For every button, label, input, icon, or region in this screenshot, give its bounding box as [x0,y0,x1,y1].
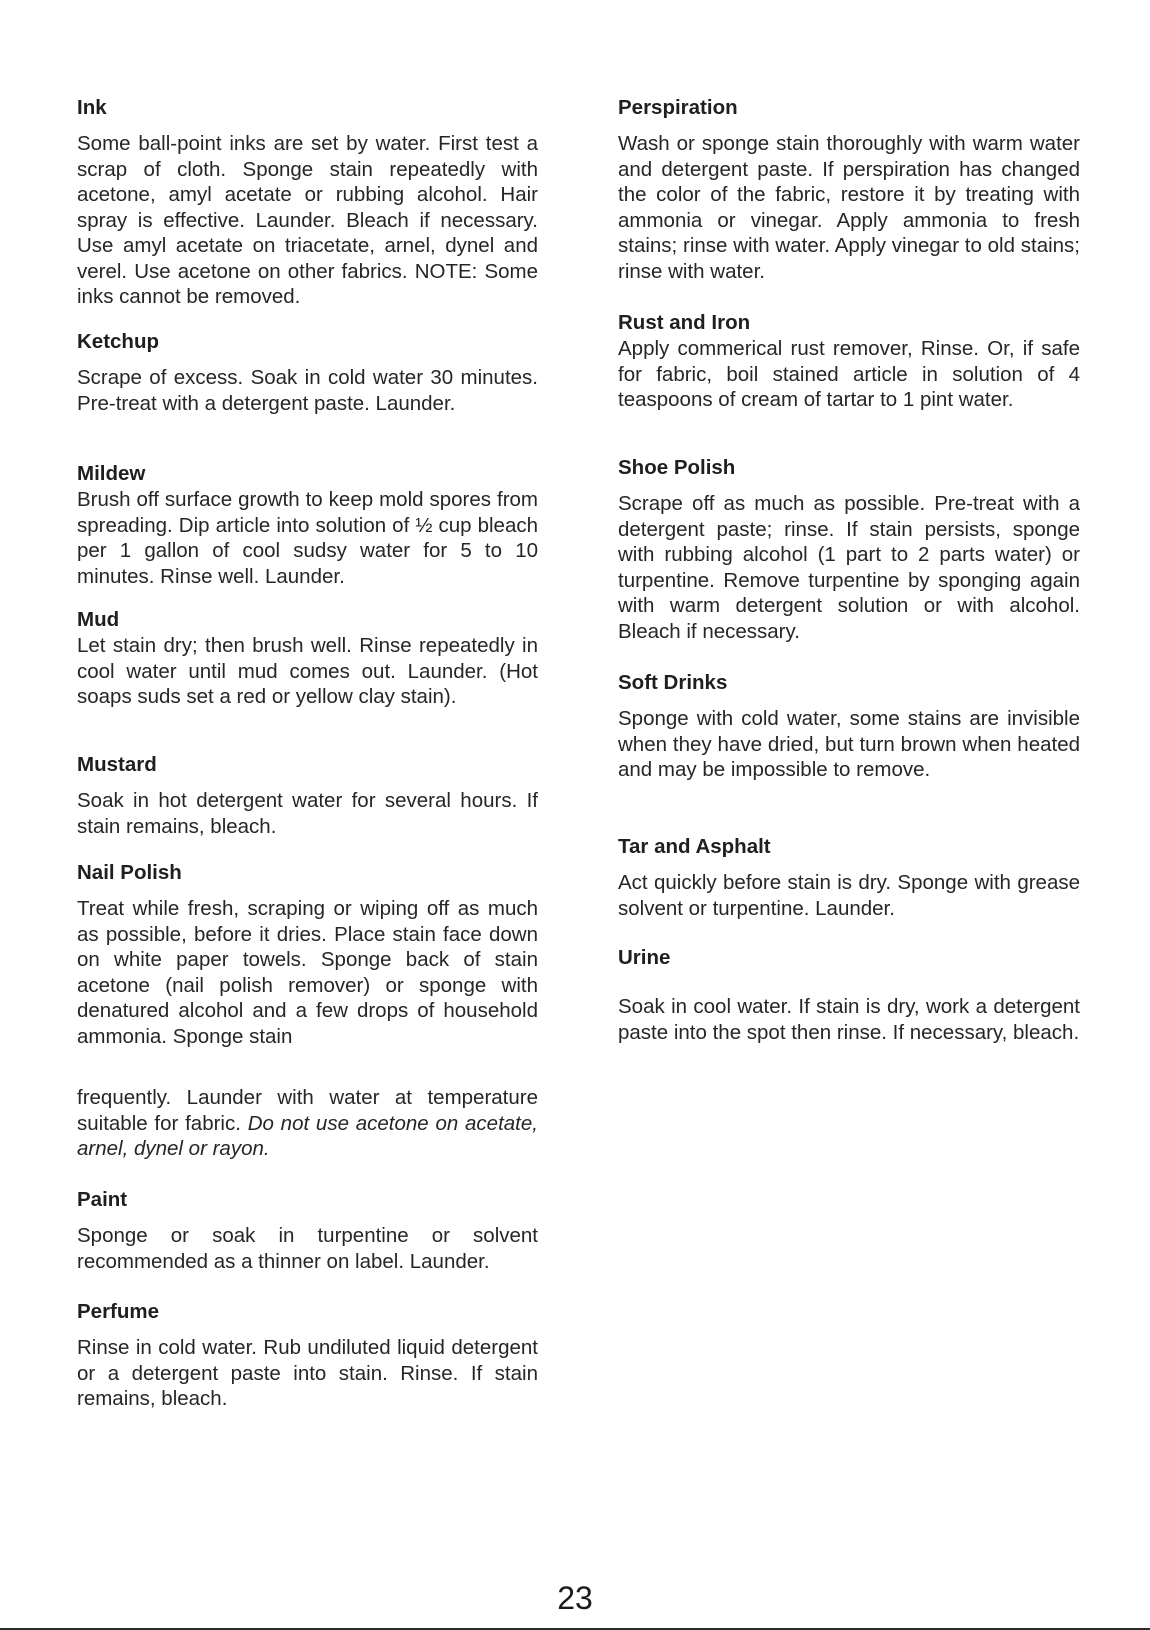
section-body: Brush off surface growth to keep mold spores from spreading. Dip article into solution of ½ cup bleach per 1 gallon of cool sudsy water for 5 to 10 minutes. Rinse well. Launder. [77,488,538,588]
section-title: Nail Polish [77,861,182,884]
section-body: Scrape of excess. Soak in cold water 30 minutes. Pre-treat with a detergent paste. Launder. [77,366,538,415]
section-body: Wash or sponge stain thoroughly with warm water and detergent paste. If perspiration has changed the color of the fabric, restore it by treating with ammonia or vinegar. Apply ammonia to fresh stains; rinse with water. Apply vinegar to old stains; rinse with water. [618,132,1080,283]
section-mildew [77,461,538,589]
section-title: Urine [618,946,671,969]
section-title: Ketchup [77,330,159,353]
section-shoe-polish [618,455,1080,644]
section-body: Some ball-point inks are set by water. First test a scrap of cloth. Sponge stain repeatedly with acetone, amyl acetate or rubbing alcohol. Hair spray is effective. Launder. Bleach if necessary. Use amyl acetate on triacetate, arnel, dynel and verel. Use acetone on other fabrics. NOTE: Some inks cannot be removed. [77,132,538,308]
section-body: Rinse in cold water. Rub undiluted liquid detergent or a detergent paste into stain. Rinse. If stain remains, bleach. [77,1336,538,1410]
section-title: Tar and Asphalt [618,835,771,858]
section-title: Perfume [77,1300,160,1323]
section-title: Mildew [77,462,146,485]
section-urine [618,945,1080,1045]
section-body-continued [77,1085,538,1162]
section-title: Paint [77,1188,128,1211]
section-ink [77,95,538,310]
section-paint [77,1187,538,1274]
body-italic-note: Do not use acetone on acetate, arnel, dynel or rayon. [77,1111,538,1160]
section-title: Shoe Polish [618,456,736,479]
section-soft-drinks [618,670,1080,783]
section-title: Ink [77,96,107,119]
section-ketchup [77,329,538,416]
section-title: Perspiration [618,96,738,119]
section-perspiration [618,95,1080,284]
section-nail-polish [77,860,538,1049]
section-body: Sponge with cold water, some stains are invisible when they have dried, but turn brown when heated and may be impossible to remove. [618,707,1080,781]
section-title: Rust and Iron [618,311,751,334]
section-rust-and-iron [618,310,1080,413]
section-body: Soak in hot detergent water for several hours. If stain remains, bleach. [77,789,538,838]
section-tar-and-asphalt [618,834,1080,921]
section-title: Mustard [77,753,157,776]
section-body: Soak in cool water. If stain is dry, work a detergent paste into the spot then rinse. If necessary, bleach. [618,995,1080,1044]
section-body: Scrape off as much as possible. Pre-treat with a detergent paste; rinse. If stain persists, sponge with rubbing alcohol (1 part to 2 parts water) or turpentine. Remove turpentine by sponging again with warm detergent solution or with alcohol. Bleach if necessary. [618,492,1080,643]
section-body: Apply commerical rust remover, Rinse. Or, if safe for fabric, boil stained article in solution of 4 teaspoons of cream of tartar to 1 pint water. [618,337,1080,411]
section-body: Sponge or soak in turpentine or solvent recommended as a thinner on label. Launder. [77,1224,538,1273]
section-nail-polish-continued [77,1085,538,1162]
section-mustard [77,752,538,839]
section-title: Soft Drinks [618,671,728,694]
section-body: Treat while fresh, scraping or wiping off as much as possible, before it dries. Place stain face down on white paper towels. Sponge back of stain acetone (nail polish remover) or sponge with denatured alcohol and a few drops of household ammonia. Sponge stain [77,897,538,1048]
section-mud [77,607,538,710]
section-title: Mud [77,608,120,631]
section-perfume [77,1299,538,1412]
page-number: 23 [557,1580,593,1616]
section-body: Act quickly before stain is dry. Sponge with grease solvent or turpentine. Launder. [618,871,1080,920]
body-continued-text: frequently. Launder with water at temperature suitable for fabric. [77,1086,538,1135]
section-body: Let stain dry; then brush well. Rinse repeatedly in cool water until mud comes out. Launder. (Hot soaps suds set a red or yellow clay stain). [77,634,538,708]
